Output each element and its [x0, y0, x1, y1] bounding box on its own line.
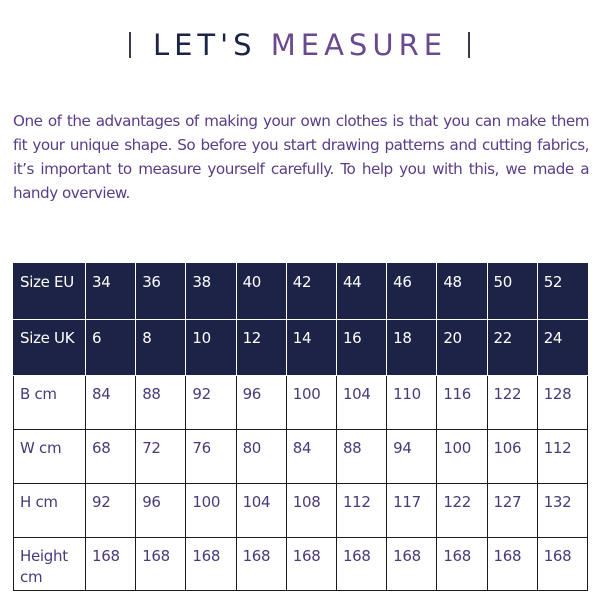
- table-cell: 168: [487, 538, 537, 591]
- table-cell: 128: [537, 376, 587, 430]
- table-cell: 88: [336, 430, 386, 484]
- table-cell: 96: [236, 376, 286, 430]
- table-cell: 168: [286, 538, 336, 591]
- table-cell: 80: [236, 430, 286, 484]
- table-cell: 100: [186, 484, 236, 538]
- table-cell: 10: [186, 320, 236, 376]
- table-cell: 168: [236, 538, 286, 591]
- table-cell: 94: [387, 430, 437, 484]
- table-cell: 52: [537, 264, 587, 320]
- table-cell: 38: [186, 264, 236, 320]
- row-label: B cm: [14, 376, 86, 430]
- table-cell: 168: [387, 538, 437, 591]
- table-cell: 14: [286, 320, 336, 376]
- table-cell: 112: [537, 430, 587, 484]
- table-cell: 40: [236, 264, 286, 320]
- table-row-waist: [14, 430, 588, 484]
- table-cell: 44: [336, 264, 386, 320]
- page-title-measure: MEASURE: [270, 28, 448, 62]
- table-cell: 22: [487, 320, 537, 376]
- table-cell: 112: [336, 484, 386, 538]
- table-cell: 122: [437, 484, 487, 538]
- table-row-size-eu: [14, 264, 588, 320]
- table-row-hip: [14, 484, 588, 538]
- table-cell: 168: [537, 538, 587, 591]
- table-cell: 116: [437, 376, 487, 430]
- table-cell: 18: [387, 320, 437, 376]
- table-cell: 96: [136, 484, 186, 538]
- table-cell: 12: [236, 320, 286, 376]
- table-cell: 106: [487, 430, 537, 484]
- table-cell: 168: [136, 538, 186, 591]
- table-cell: 16: [336, 320, 386, 376]
- row-label: W cm: [14, 430, 86, 484]
- table-cell: 68: [86, 430, 136, 484]
- table-row-height: [14, 538, 588, 591]
- table-cell: 100: [437, 430, 487, 484]
- table-cell: 92: [186, 376, 236, 430]
- table-cell: 6: [86, 320, 136, 376]
- table-cell: 122: [487, 376, 537, 430]
- table-cell: 34: [86, 264, 136, 320]
- table-cell: 72: [136, 430, 186, 484]
- row-label: Height cm: [14, 538, 86, 591]
- title-row: [0, 28, 600, 64]
- table-cell: 50: [487, 264, 537, 320]
- table-cell: 110: [387, 376, 437, 430]
- table-cell: 76: [186, 430, 236, 484]
- intro-paragraph: One of the advantages of making your own clothes is that you can make them fit your unique shape. So before you start drawing patterns and cutting fabrics, it’s important to measure yourself carefully. To help you with this, we made a handy overview.: [13, 112, 589, 202]
- table-cell: 104: [336, 376, 386, 430]
- table-cell: 20: [437, 320, 487, 376]
- table-cell: 108: [286, 484, 336, 538]
- table-cell: 117: [387, 484, 437, 538]
- table-cell: 100: [286, 376, 336, 430]
- page-title: [0, 28, 600, 62]
- table-cell: 24: [537, 320, 587, 376]
- table-cell: 8: [136, 320, 186, 376]
- table-cell: 104: [236, 484, 286, 538]
- table-cell: 168: [86, 538, 136, 591]
- table-cell: 168: [336, 538, 386, 591]
- table-cell: 84: [86, 376, 136, 430]
- table-cell: 36: [136, 264, 186, 320]
- table-cell: 132: [537, 484, 587, 538]
- row-label: Size EU: [14, 264, 86, 320]
- table-row-size-uk: [14, 320, 588, 376]
- row-label: H cm: [14, 484, 86, 538]
- table-cell: 127: [487, 484, 537, 538]
- row-label: Size UK: [14, 320, 86, 376]
- table-row-bust: [14, 376, 588, 430]
- table-cell: 84: [286, 430, 336, 484]
- table-cell: 48: [437, 264, 487, 320]
- size-chart-table: [13, 263, 588, 591]
- table-cell: 88: [136, 376, 186, 430]
- title-divider-right: [468, 32, 470, 58]
- table-cell: 42: [286, 264, 336, 320]
- page-title-lets: LET'S: [152, 28, 257, 62]
- table-cell: 168: [186, 538, 236, 591]
- table-cell: 168: [437, 538, 487, 591]
- table-cell: 46: [387, 264, 437, 320]
- table-cell: 92: [86, 484, 136, 538]
